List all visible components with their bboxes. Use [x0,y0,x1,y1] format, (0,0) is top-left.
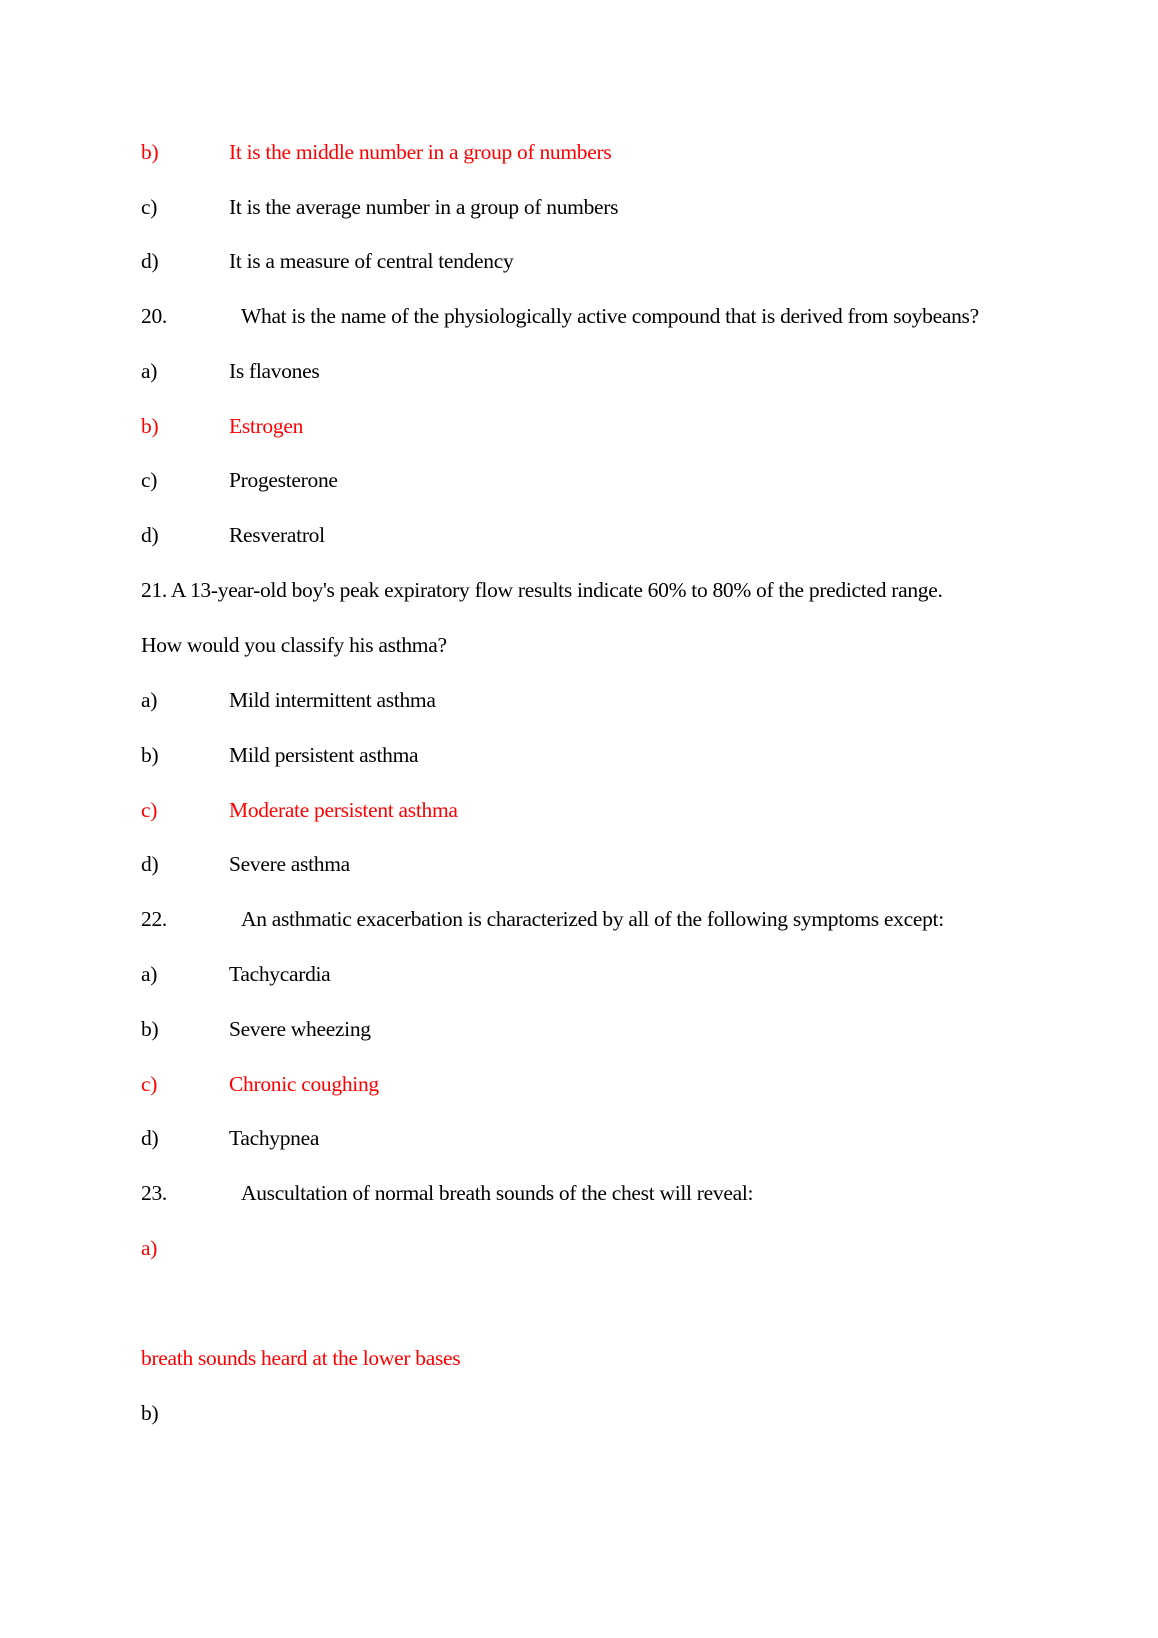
q22-question-text: An asthmatic exacerbation is characterized by all of the following symptoms except: [241,907,944,931]
q22-option-c-label: c) [141,1072,158,1096]
q21-option-b-text: Mild persistent asthma [229,743,419,767]
q23-number: 23. [141,1181,167,1205]
q23-question-text: Auscultation of normal breath sounds of the chest will reveal: [241,1181,754,1205]
q23-option-b-label: b) [141,1401,159,1425]
q20-option-b-label: b) [141,414,159,438]
q21-question-line-1: 21. A 13-year-old boy's peak expiratory flow results indicate 60% to 80% of the predicted range. [141,578,943,602]
q20-question-text: What is the name of the physiologically active compound that is derived from soybeans? [241,304,979,328]
q20-option-a-label: a) [141,359,158,383]
q22-option-a-text: Tachycardia [229,962,331,986]
q21-option-b-label: b) [141,743,159,767]
q22-option-d-text: Tachypnea [229,1126,320,1150]
q22-option-b-text: Severe wheezing [229,1017,371,1041]
q20-option-c-text: Progesterone [229,468,338,492]
q21-option-a-text: Mild intermittent asthma [229,688,436,712]
q19-option-d-label: d) [141,249,159,273]
q19-option-c-text: It is the average number in a group of numbers [229,195,619,219]
q20-option-b-text: Estrogen [229,414,304,438]
q19-option-b-label: b) [141,140,159,164]
q21-option-c-label: c) [141,798,158,822]
q21-option-d-text: Severe asthma [229,852,350,876]
q23-option-a-label: a) [141,1236,158,1260]
q19-option-c-label: c) [141,195,158,219]
q22-number: 22. [141,907,167,931]
q21-option-d-label: d) [141,852,159,876]
q19-option-b-text: It is the middle number in a group of numbers [229,140,612,164]
q20-option-d-label: d) [141,523,159,547]
q20-option-d-text: Resveratrol [229,523,325,547]
q22-option-b-label: b) [141,1017,159,1041]
q20-number: 20. [141,304,167,328]
q21-option-a-label: a) [141,688,158,712]
q22-option-d-label: d) [141,1126,159,1150]
q20-option-a-text: Is flavones [229,359,320,383]
q22-option-a-label: a) [141,962,158,986]
q22-option-c-text: Chronic coughing [229,1072,379,1096]
q23-option-a-text: breath sounds heard at the lower bases [141,1346,461,1370]
q20-option-c-label: c) [141,468,158,492]
q21-question-line-2: How would you classify his asthma? [141,633,447,657]
q19-option-d-text: It is a measure of central tendency [229,249,514,273]
q21-option-c-text: Moderate persistent asthma [229,798,458,822]
